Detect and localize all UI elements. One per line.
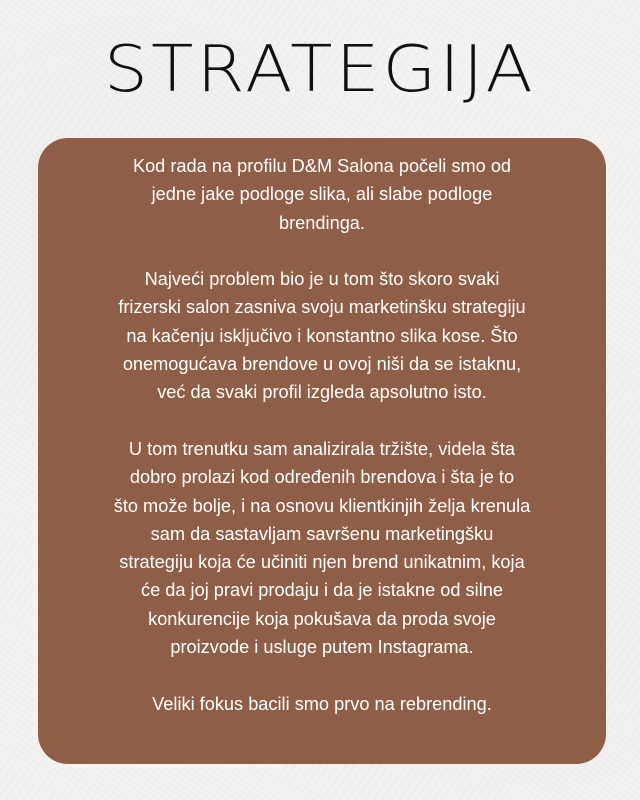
focus-paragraph: Veliki fokus bacili smo prvo na rebrending. [152,693,492,714]
problem-paragraph: Najveći problem bio je u tom što skoro svaki frizerski salon zasniva svoju marketinšku strategiju na kačenju isključivo i konstantno slika kose. Što onemogućava brendove u ovoj niši da se istaknu, već da svaki profil izgleda apsolutno isto. [118,269,526,403]
content-card [38,138,606,764]
analysis-paragraph: U tom trenutku sam analizirala tržište, videla šta dobro prolazi kod određenih brendova i šta je to što može bolje, i na osnovu klientkinjih želja krenula sam da sastavljam savršenu marketingšku strategiju koja će učiniti njen brend unikatnim, koja će da joj pravi prodaju i da je istakne od silne konkurencije koja pokušava da proda svoje proizvode i usluge putem Instagrama. [113,438,531,658]
page-title: STRATEGIJA [104,33,536,107]
intro-paragraph: Kod rada na profilu D&M Salona počeli smo od jedne jake podloge slika, ali slabe podloge brendinga. [132,156,512,233]
